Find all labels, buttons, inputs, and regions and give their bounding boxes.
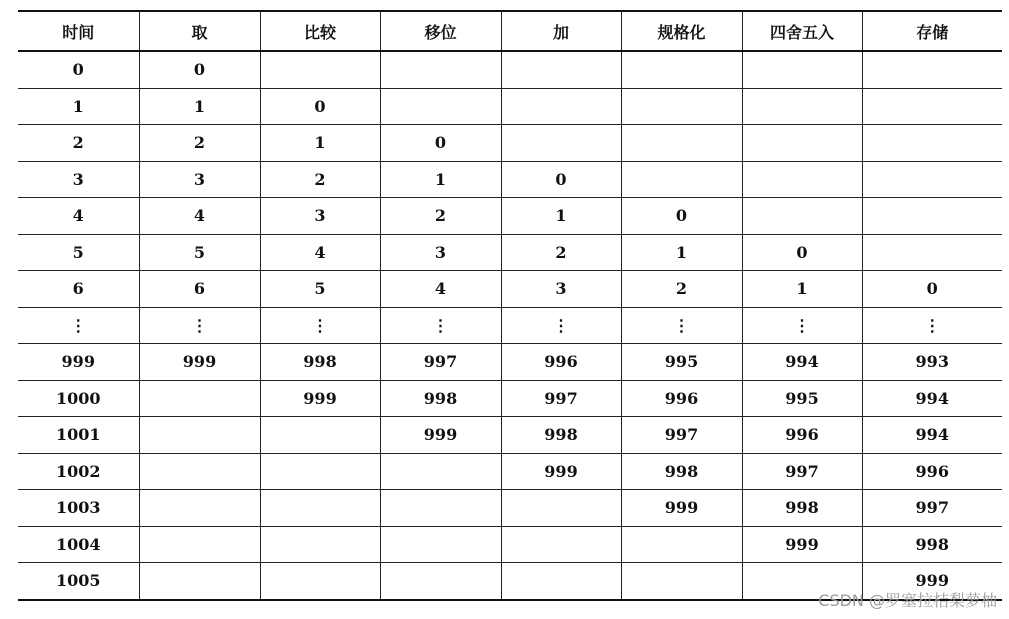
table-row xyxy=(18,125,1002,162)
table-cell: 999 xyxy=(380,417,501,454)
column-header: 移位 xyxy=(380,11,501,51)
table-cell: 0 xyxy=(139,51,260,88)
column-header: 比较 xyxy=(260,11,380,51)
table-cell: 997 xyxy=(742,453,862,490)
table-row xyxy=(18,51,1002,88)
table-cell: 998 xyxy=(380,380,501,417)
table-row xyxy=(18,380,1002,417)
table-row xyxy=(18,234,1002,271)
table-cell xyxy=(621,88,742,125)
table-cell: 999 xyxy=(742,526,862,563)
table-row xyxy=(18,417,1002,454)
column-header: 四舍五入 xyxy=(742,11,862,51)
table-cell: 3 xyxy=(18,161,139,198)
table-cell: ⋮ xyxy=(380,307,501,344)
table-cell xyxy=(621,563,742,600)
table-cell: ⋮ xyxy=(621,307,742,344)
table-cell: 996 xyxy=(621,380,742,417)
table-cell: 997 xyxy=(501,380,621,417)
table-cell: 1 xyxy=(621,234,742,271)
table-cell: 997 xyxy=(380,344,501,381)
table-cell xyxy=(862,125,1002,162)
table-cell: 4 xyxy=(18,198,139,235)
table-cell: 999 xyxy=(260,380,380,417)
table-cell: 1000 xyxy=(18,380,139,417)
table-cell: 0 xyxy=(621,198,742,235)
table-cell: 1 xyxy=(501,198,621,235)
table-cell xyxy=(621,526,742,563)
table-cell xyxy=(380,51,501,88)
table-cell: 2 xyxy=(621,271,742,308)
table-cell xyxy=(621,161,742,198)
table-cell: 3 xyxy=(139,161,260,198)
table-cell: 1005 xyxy=(18,563,139,600)
table-cell: 6 xyxy=(18,271,139,308)
table-cell: 0 xyxy=(501,161,621,198)
table-cell: 0 xyxy=(862,271,1002,308)
table-cell: 998 xyxy=(862,526,1002,563)
table-cell xyxy=(501,526,621,563)
table-cell: 4 xyxy=(260,234,380,271)
table-cell xyxy=(501,51,621,88)
table-cell: 994 xyxy=(862,380,1002,417)
table-cell: 1004 xyxy=(18,526,139,563)
table-cell xyxy=(501,563,621,600)
table-cell: 4 xyxy=(139,198,260,235)
table-cell xyxy=(139,417,260,454)
table-cell xyxy=(501,88,621,125)
table-cell xyxy=(862,198,1002,235)
table-cell xyxy=(260,417,380,454)
table-cell: ⋮ xyxy=(742,307,862,344)
table-cell xyxy=(742,161,862,198)
table-cell xyxy=(260,51,380,88)
table-row xyxy=(18,526,1002,563)
table-cell: 998 xyxy=(621,453,742,490)
table-cell xyxy=(621,125,742,162)
table-body xyxy=(18,51,1002,600)
table-cell: 2 xyxy=(260,161,380,198)
table-cell: ⋮ xyxy=(862,307,1002,344)
table-cell xyxy=(862,51,1002,88)
table-row xyxy=(18,453,1002,490)
table-cell: 3 xyxy=(260,198,380,235)
table-cell xyxy=(260,563,380,600)
table-cell: 1002 xyxy=(18,453,139,490)
table-cell xyxy=(260,490,380,527)
table-cell: 999 xyxy=(18,344,139,381)
table-cell: 997 xyxy=(862,490,1002,527)
table-cell: 5 xyxy=(260,271,380,308)
table-row xyxy=(18,271,1002,308)
column-header: 加 xyxy=(501,11,621,51)
table-cell xyxy=(501,125,621,162)
table-cell: 6 xyxy=(139,271,260,308)
table-cell: ⋮ xyxy=(139,307,260,344)
table-cell: 5 xyxy=(18,234,139,271)
table-cell xyxy=(260,526,380,563)
table-row xyxy=(18,88,1002,125)
table-cell: 0 xyxy=(742,234,862,271)
table-cell: 996 xyxy=(501,344,621,381)
table-cell: 995 xyxy=(621,344,742,381)
table-cell: 999 xyxy=(862,563,1002,600)
table-cell xyxy=(260,453,380,490)
table-cell xyxy=(139,380,260,417)
table-cell: ⋮ xyxy=(18,307,139,344)
table-cell: 0 xyxy=(260,88,380,125)
table-cell: 2 xyxy=(380,198,501,235)
table-cell xyxy=(862,88,1002,125)
table-cell: 994 xyxy=(742,344,862,381)
table-cell xyxy=(742,51,862,88)
table-cell: 993 xyxy=(862,344,1002,381)
column-header: 规格化 xyxy=(621,11,742,51)
table-cell xyxy=(742,198,862,235)
table-cell: 2 xyxy=(18,125,139,162)
table-cell xyxy=(380,490,501,527)
table-cell: 1 xyxy=(380,161,501,198)
table-cell xyxy=(501,490,621,527)
table-cell: 996 xyxy=(742,417,862,454)
table-cell: 1003 xyxy=(18,490,139,527)
table-cell xyxy=(380,453,501,490)
table-cell: 999 xyxy=(139,344,260,381)
table-cell: 999 xyxy=(501,453,621,490)
table-cell: 996 xyxy=(862,453,1002,490)
table-cell: 2 xyxy=(501,234,621,271)
table-cell: ⋮ xyxy=(501,307,621,344)
table-cell: 3 xyxy=(501,271,621,308)
table-cell xyxy=(862,234,1002,271)
table-cell xyxy=(862,161,1002,198)
table-cell: 0 xyxy=(380,125,501,162)
table-cell xyxy=(139,563,260,600)
table-cell: 997 xyxy=(621,417,742,454)
table-cell xyxy=(380,526,501,563)
table-cell: 2 xyxy=(139,125,260,162)
header-row xyxy=(18,11,1002,51)
table-cell xyxy=(742,125,862,162)
table-cell: 1 xyxy=(139,88,260,125)
table-cell: ⋮ xyxy=(260,307,380,344)
column-header: 取 xyxy=(139,11,260,51)
table-row xyxy=(18,344,1002,381)
table-cell: 998 xyxy=(501,417,621,454)
table-cell: 994 xyxy=(862,417,1002,454)
table-row xyxy=(18,307,1002,344)
pipeline-timing-table-container xyxy=(18,10,1002,601)
pipeline-timing-table xyxy=(18,10,1002,601)
column-header: 存储 xyxy=(862,11,1002,51)
table-cell: 1 xyxy=(18,88,139,125)
table-cell xyxy=(139,490,260,527)
table-cell xyxy=(742,88,862,125)
table-cell: 0 xyxy=(18,51,139,88)
table-cell xyxy=(621,51,742,88)
table-cell xyxy=(139,453,260,490)
table-cell: 999 xyxy=(621,490,742,527)
table-cell: 1 xyxy=(742,271,862,308)
table-cell: 4 xyxy=(380,271,501,308)
table-cell xyxy=(380,563,501,600)
table-cell xyxy=(139,526,260,563)
table-cell: 3 xyxy=(380,234,501,271)
table-row xyxy=(18,198,1002,235)
table-cell: 1001 xyxy=(18,417,139,454)
table-cell: 5 xyxy=(139,234,260,271)
table-cell: 998 xyxy=(260,344,380,381)
table-cell: 1 xyxy=(260,125,380,162)
table-cell: 998 xyxy=(742,490,862,527)
table-cell: 995 xyxy=(742,380,862,417)
table-row xyxy=(18,161,1002,198)
table-row xyxy=(18,490,1002,527)
table-header xyxy=(18,11,1002,51)
column-header: 时间 xyxy=(18,11,139,51)
table-cell xyxy=(380,88,501,125)
watermark-text: CSDN @罗塞拉桔梨萝柚 xyxy=(818,591,997,610)
